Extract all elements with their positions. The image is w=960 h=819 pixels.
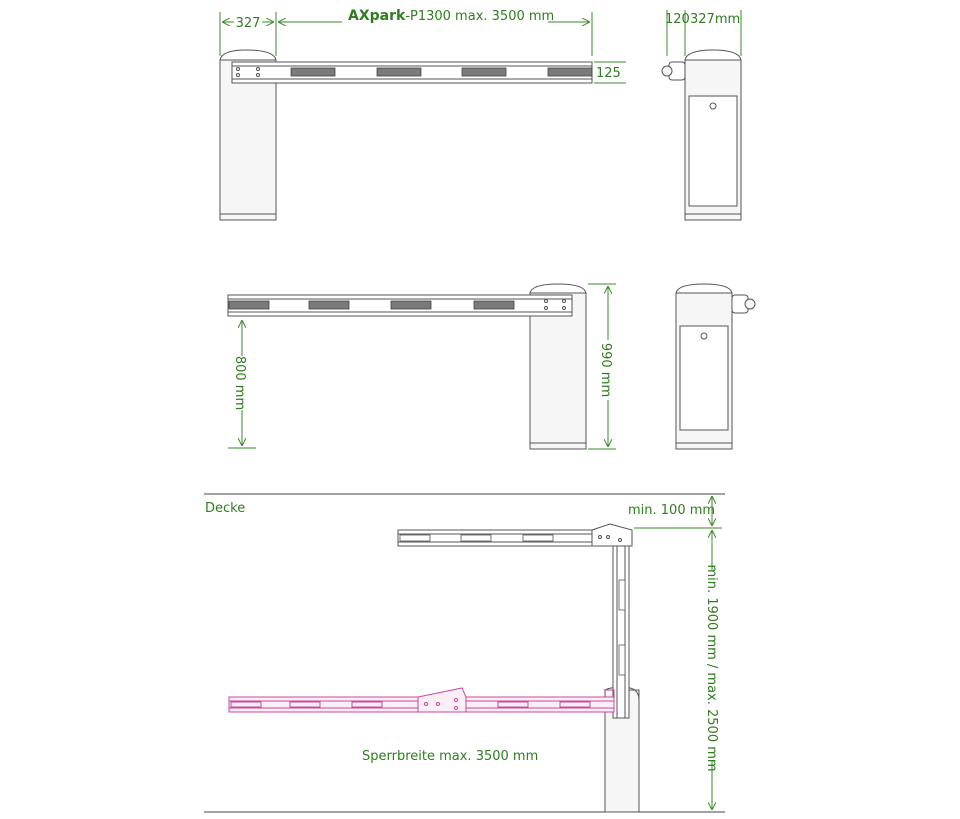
dim-total-height: 990 mm <box>598 342 613 398</box>
dim-boom-height: 125 <box>596 66 621 81</box>
ceiling-label: Decke <box>205 501 246 516</box>
middle-front-view <box>228 284 616 449</box>
model-title <box>348 8 554 24</box>
model-spec: -P1300 max. 3500 mm <box>405 9 555 24</box>
reflector-strip <box>462 68 506 76</box>
raised-boom-vertical <box>613 534 629 718</box>
dim-side-depth: 327mm <box>690 12 741 27</box>
reflector-strip <box>548 68 592 76</box>
reflector-strip <box>229 301 269 309</box>
lowered-fold-joint <box>418 688 466 712</box>
dim-post-width: 327 <box>235 16 261 31</box>
reflector-strip <box>391 301 431 309</box>
top-front-view <box>220 8 626 220</box>
dim-min-gap: min. 100 mm <box>628 503 716 518</box>
reflector-strip <box>474 301 514 309</box>
barrier-post <box>220 60 276 220</box>
reflector-strip <box>377 68 421 76</box>
post-cap <box>220 50 276 60</box>
bottom-installation-view <box>204 494 725 812</box>
service-door <box>689 96 737 206</box>
dim-ceiling-height: min. 1900 mm / max. 2500 mm <box>704 564 719 772</box>
fold-joint <box>592 524 632 546</box>
model-brand: AXpark <box>348 8 406 24</box>
dim-boom-clearance: 800 mm <box>232 355 247 411</box>
reflector-strip <box>291 68 335 76</box>
dim-side-hub: 120 <box>665 12 690 27</box>
barrier-width-label: Sperrbreite max. 3500 mm <box>362 749 539 764</box>
reflector-strip <box>309 301 349 309</box>
service-door <box>680 326 728 430</box>
top-side-view <box>662 10 741 220</box>
middle-side-view <box>676 284 755 449</box>
